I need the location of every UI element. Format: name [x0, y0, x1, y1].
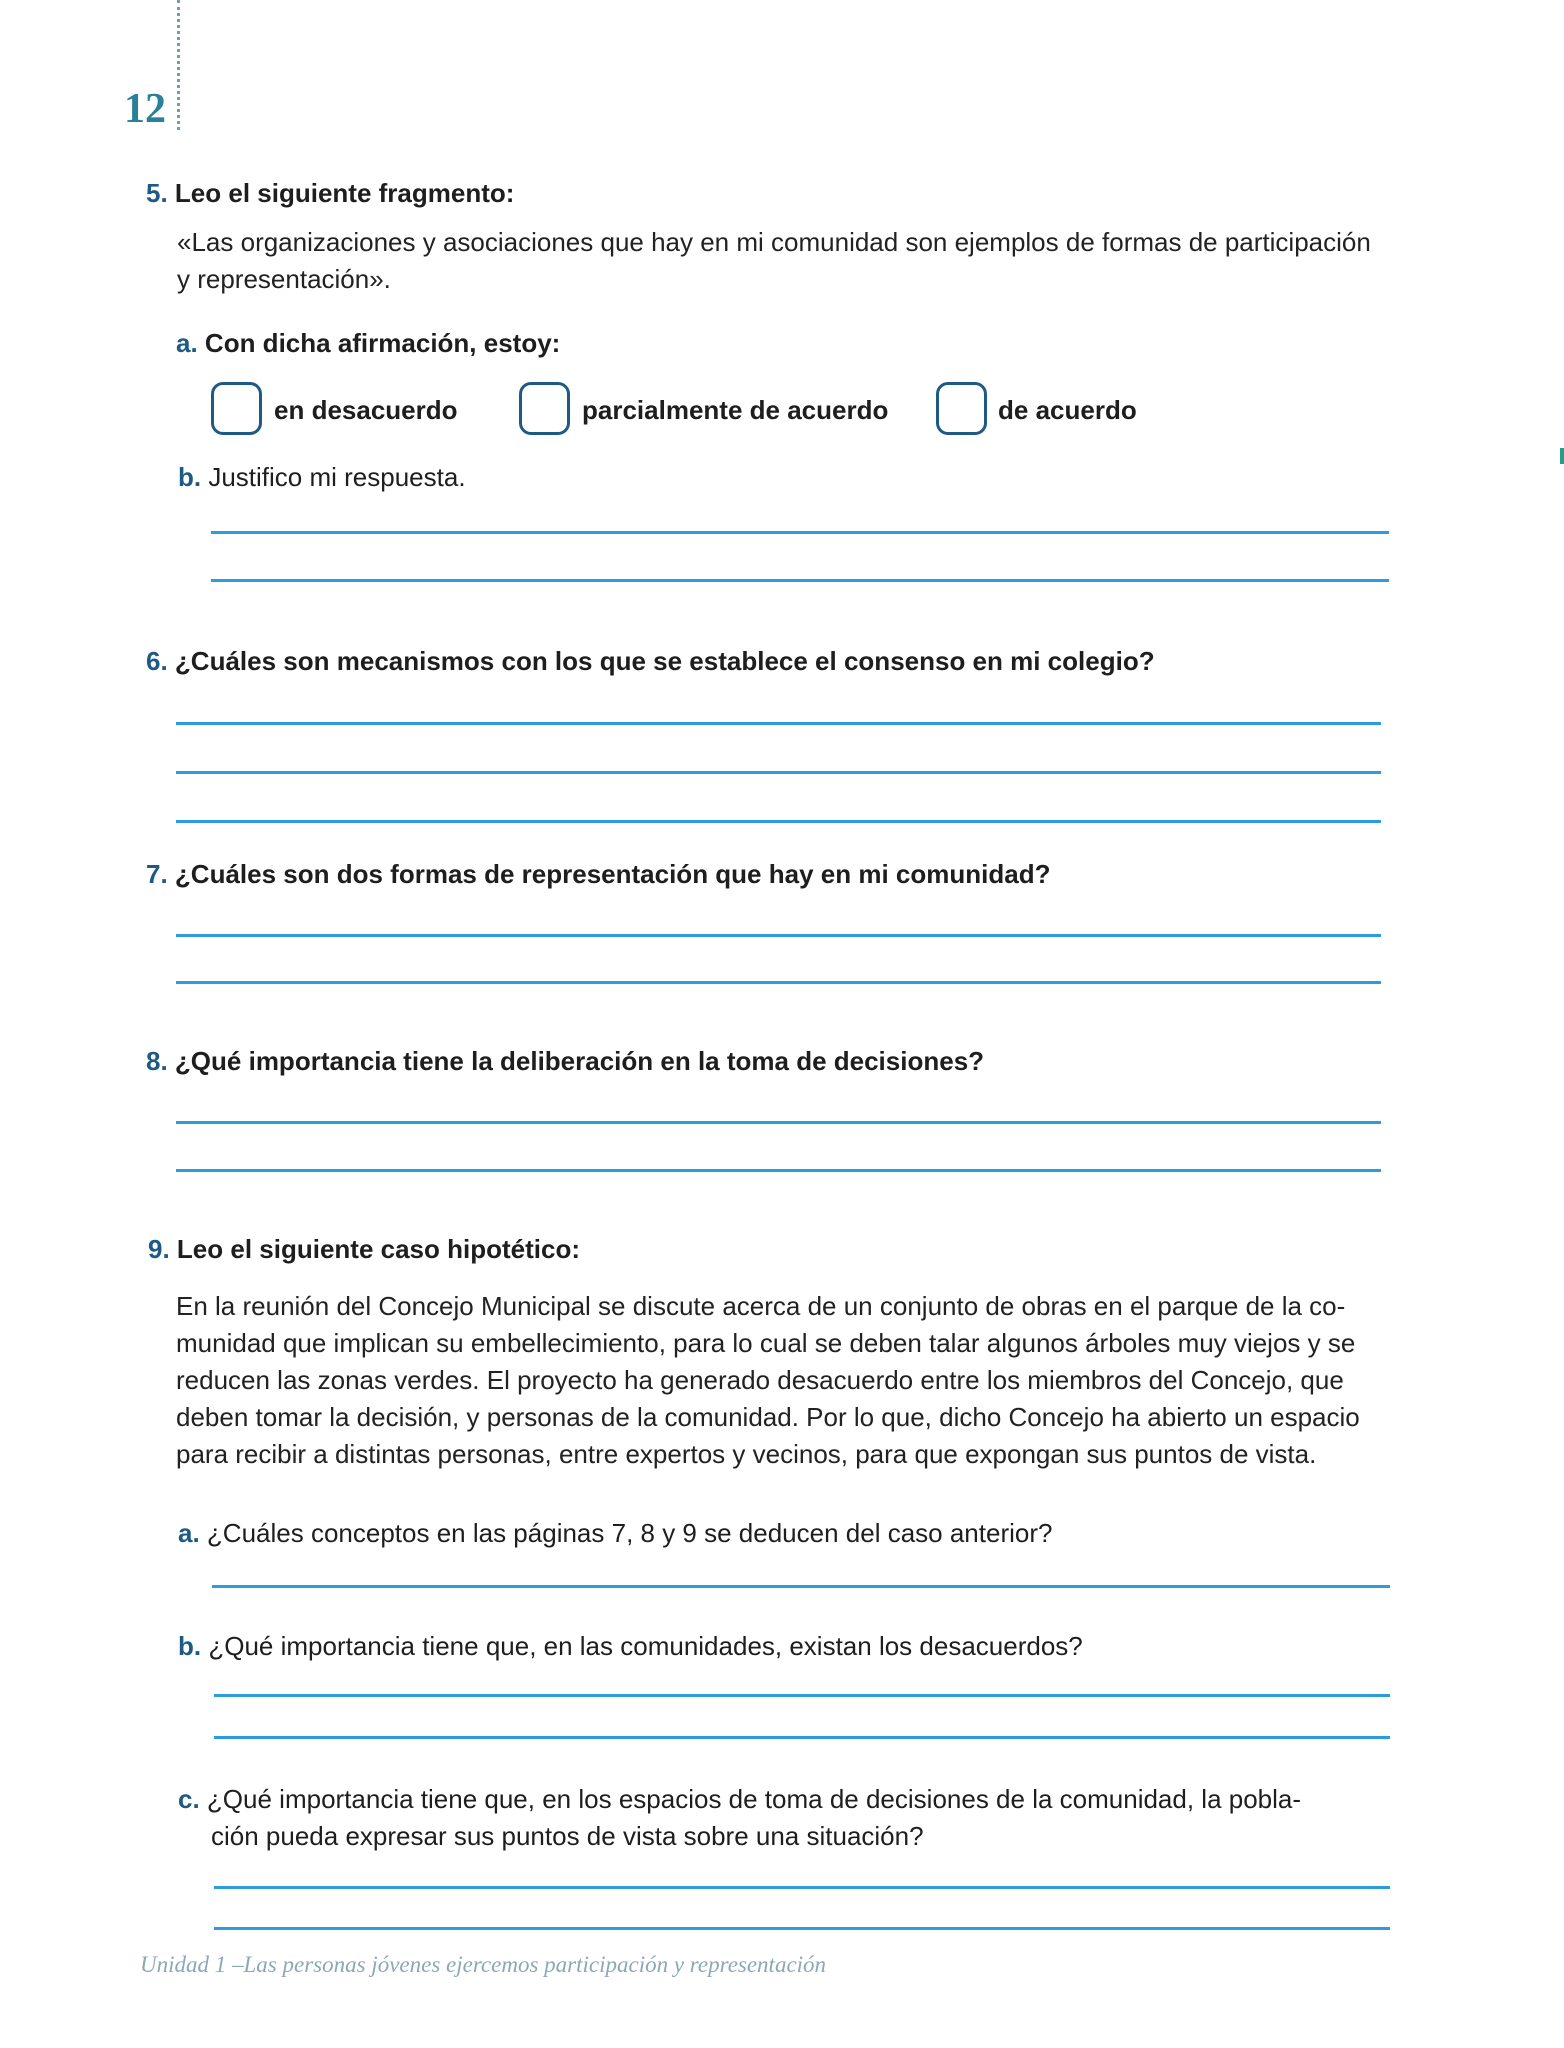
question-9c-continuation: ción pueda expresar sus puntos de vista sobre una situación?	[211, 1821, 924, 1851]
subquestion-text: ¿Qué importancia tiene que, en los espacios de toma de decisiones de la comunidad, la pobla-	[206, 1784, 1302, 1814]
subquestion-letter: a.	[178, 1518, 200, 1548]
question-text: ¿Cuáles son dos formas de representación que hay en mi comunidad?	[174, 859, 1051, 889]
question-5-quote	[177, 224, 1371, 298]
dotted-margin-rule	[177, 0, 180, 130]
checkbox-de-acuerdo[interactable]	[936, 382, 987, 435]
page-number: 12	[124, 86, 166, 132]
answer-line[interactable]	[214, 1886, 1390, 1889]
answer-line[interactable]	[214, 1736, 1390, 1739]
question-9b	[178, 1631, 1083, 1662]
paragraph-line: deben tomar la decisión, y personas de la comunidad. Por lo que, dicho Concejo ha abierto un espacio	[176, 1402, 1360, 1432]
question-9-title	[148, 1236, 580, 1262]
question-text: Leo el siguiente caso hipotético:	[176, 1234, 580, 1264]
question-number: 7.	[146, 859, 168, 889]
subquestion-text: Justifico mi respuesta.	[208, 462, 466, 492]
subquestion-letter: c.	[178, 1784, 200, 1814]
quote-line: «Las organizaciones y asociaciones que hay en mi comunidad son ejemplos de formas de participación	[177, 227, 1371, 257]
paragraph-line: munidad que implican su embellecimiento, para lo cual se deben talar algunos árboles muy viejos y se	[176, 1328, 1356, 1358]
question-number: 9.	[148, 1234, 170, 1264]
answer-line[interactable]	[176, 1121, 1381, 1124]
question-text: ¿Cuáles son mecanismos con los que se establece el consenso en mi colegio?	[174, 646, 1155, 676]
answer-line[interactable]	[211, 579, 1389, 582]
subquestion-letter: b.	[178, 462, 202, 492]
option-label-en-desacuerdo: en desacuerdo	[274, 395, 458, 425]
option-label-de-acuerdo: de acuerdo	[998, 395, 1137, 425]
subquestion-text: Con dicha afirmación, estoy:	[204, 328, 561, 358]
subquestion-text: ¿Qué importancia tiene que, en las comunidades, existan los desacuerdos?	[208, 1631, 1083, 1661]
question-text: ¿Qué importancia tiene la deliberación en la toma de decisiones?	[174, 1046, 985, 1076]
answer-line[interactable]	[176, 934, 1381, 937]
option-label-parcialmente-de-acuerdo: parcialmente de acuerdo	[582, 395, 889, 425]
paragraph-line: En la reunión del Concejo Municipal se discute acerca de un conjunto de obras en el parque de la co-	[176, 1291, 1346, 1321]
paragraph-line: para recibir a distintas personas, entre expertos y vecinos, para que expongan sus puntos de vista.	[176, 1439, 1317, 1469]
question-9c	[178, 1784, 1301, 1815]
question-number: 5.	[146, 178, 168, 208]
page-edge-tab-mark	[1560, 448, 1564, 464]
checkbox-parcialmente-de-acuerdo[interactable]	[519, 382, 570, 435]
question-5a	[176, 328, 560, 359]
quote-line: y representación».	[177, 264, 391, 294]
question-number: 8.	[146, 1046, 168, 1076]
question-number: 6.	[146, 646, 168, 676]
subquestion-text: ¿Cuáles conceptos en las páginas 7, 8 y 9 se deducen del caso anterior?	[206, 1518, 1053, 1548]
question-7-title	[146, 861, 1050, 887]
answer-line[interactable]	[211, 531, 1389, 534]
question-text: Leo el siguiente fragmento:	[174, 178, 515, 208]
question-9a	[178, 1518, 1052, 1549]
page-footer-unit-title: Unidad 1 –Las personas jóvenes ejercemos participación y representación	[140, 1952, 827, 1977]
answer-line[interactable]	[176, 981, 1381, 984]
checkbox-en-desacuerdo[interactable]	[211, 382, 262, 435]
question-9-case-paragraph	[176, 1288, 1360, 1473]
answer-line[interactable]	[176, 722, 1381, 725]
answer-line[interactable]	[176, 1169, 1381, 1172]
question-5-title	[146, 180, 514, 206]
question-5b	[178, 462, 466, 493]
answer-line[interactable]	[214, 1694, 1390, 1697]
answer-line[interactable]	[212, 1585, 1390, 1588]
answer-line[interactable]	[214, 1927, 1390, 1930]
question-8-title	[146, 1048, 984, 1074]
subquestion-letter: a.	[176, 328, 198, 358]
subquestion-letter: b.	[178, 1631, 202, 1661]
answer-line[interactable]	[176, 771, 1381, 774]
question-6-title	[146, 648, 1155, 674]
paragraph-line: reducen las zonas verdes. El proyecto ha generado desacuerdo entre los miembros del Concejo, que	[176, 1365, 1344, 1395]
answer-line[interactable]	[176, 820, 1381, 823]
